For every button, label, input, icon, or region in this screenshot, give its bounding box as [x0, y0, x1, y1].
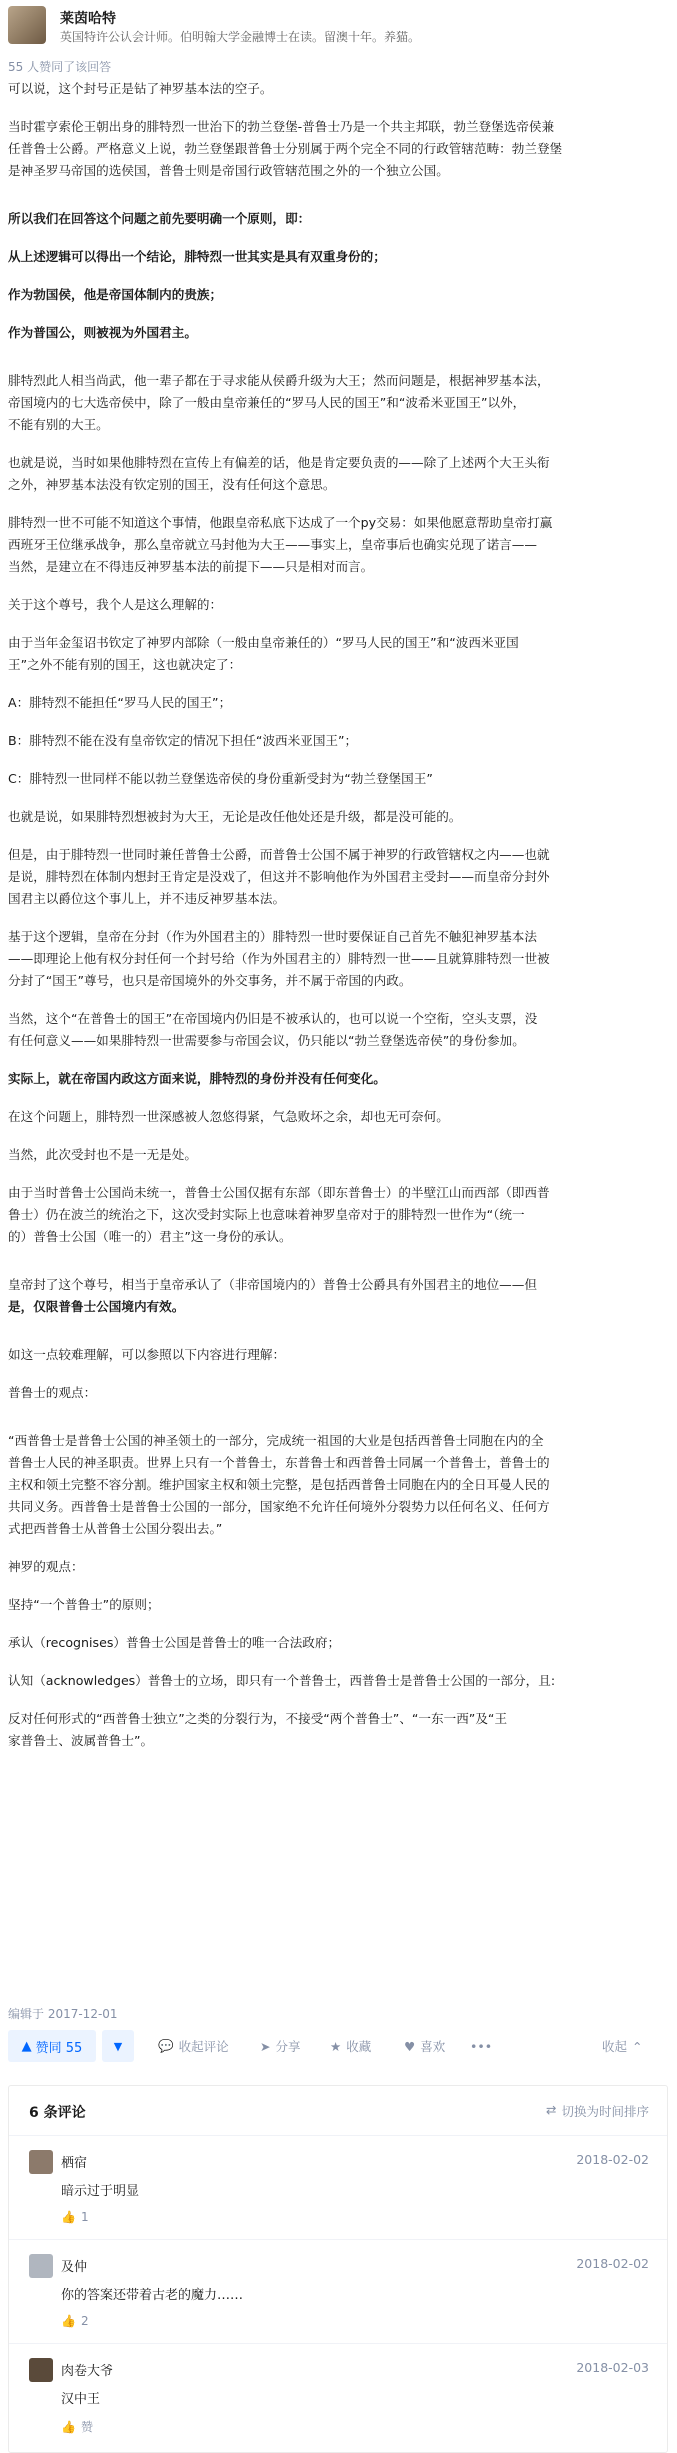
answer-line: 国君主以爵位这个事儿上，并不违反神罗基本法。 — [8, 891, 286, 906]
answer-line: 当然，是建立在不得违反神罗基本法的前提下——只是相对而言。 — [8, 559, 374, 574]
answer-line: 家普鲁士、波属普鲁士”。 — [8, 1733, 154, 1748]
comment-text: 汉中王 — [61, 2392, 101, 2407]
answer-line: 在这个问题上，腓特烈一世深感被人忽悠得紧，气急败坏之余，却也无可奈何。 — [8, 1109, 449, 1124]
comment-like-count: 2 — [80, 2314, 89, 2328]
action-bar — [8, 2030, 668, 2064]
vote-down-button[interactable] — [102, 2030, 134, 2062]
comment-item — [9, 2136, 667, 2240]
answer-line: “西普鲁士是普鲁士公国的神圣领土的一部分，完成统一祖国的大业是包括西普鲁士同胞在内的全 — [8, 1433, 544, 1448]
favorite-label: 收藏 — [346, 2039, 372, 2054]
answer-line: 腓特烈此人相当尚武，他一辈子都在于寻求能从侯爵升级为大王；然而问题是，根据神罗基本法， — [8, 373, 550, 388]
triangle-down-icon: ▼ — [113, 2039, 123, 2053]
heart-icon: ♥ — [404, 2038, 416, 2054]
answer-line: 帝国境内的七大选帝侯中，除了一般由皇帝兼任的“罗马人民的国王”和“波希米亚国王”以外， — [8, 395, 526, 410]
answer-line: B：腓特烈不能在没有皇帝钦定的情况下担任“波西米亚国王”； — [8, 733, 358, 748]
collapse-comments-label: 收起评论 — [178, 2039, 229, 2054]
answer-line: 如这一点较难理解，可以参照以下内容进行理解： — [8, 1347, 286, 1362]
author-name[interactable]: 莱茵哈特 — [60, 11, 116, 27]
commenter-name[interactable]: 及仲 — [61, 2260, 88, 2275]
answer-line: 当然，此次受封也不是一无是处。 — [8, 1147, 197, 1162]
answer-line: 的）普鲁士公国（唯一的）君主”这一身份的承认。 — [8, 1229, 292, 1244]
vote-up-button[interactable] — [8, 2030, 96, 2062]
collapse-label: 收起 — [602, 2039, 628, 2054]
comment-like-button[interactable] — [61, 2418, 93, 2435]
comment-text: 你的答案还带着古老的魔力…… — [61, 2288, 244, 2303]
sort-toggle-button[interactable] — [546, 2102, 649, 2120]
vote-up-label: 赞同 55 — [35, 2040, 83, 2056]
author-info — [8, 6, 668, 50]
commenter-name[interactable]: 栖宿 — [61, 2156, 88, 2171]
answer-line: 当时霍亨索伦王朝出身的腓特烈一世治下的勃兰登堡-普鲁士乃是一个共主邦联，勃兰登堡选帝侯兼 — [8, 119, 555, 134]
answer-line: 可以说，这个封号正是钻了神罗基本法的空子。 — [8, 81, 273, 96]
comments-header — [9, 2086, 667, 2136]
answer-line: 王”之外不能有别的国王，这也就决定了： — [8, 657, 242, 672]
like-label: 喜欢 — [420, 2039, 446, 2054]
answer-line: 式把西普鲁士从普鲁士公国分裂出去。” — [8, 1521, 223, 1536]
answer-line: 是神圣罗马帝国的选侯国，普鲁士则是帝国行政管辖范围之外的一个独立公国。 — [8, 163, 449, 178]
author-bio: 英国特许公认会计师。伯明翰大学金融博士在读。留澳十年。养猫。 — [60, 30, 421, 44]
thumbs-up-icon: 👍 — [61, 2419, 76, 2434]
answer-line: 不能有别的大王。 — [8, 417, 109, 432]
comment-item — [9, 2344, 667, 2448]
comment-like-count: 赞 — [80, 2420, 93, 2434]
more-icon: ••• — [470, 2038, 493, 2054]
answer-line: 普鲁士的观点： — [8, 1385, 97, 1400]
answer-line: 之外，神罗基本法没有钦定别的国王，没有任何这个意思。 — [8, 477, 336, 492]
share-label: 分享 — [275, 2039, 301, 2054]
comment-item — [9, 2240, 667, 2344]
answer-line: A：腓特烈不能担任“罗马人民的国王”； — [8, 695, 232, 710]
answer-line: 从上述逻辑可以得出一个结论，腓特烈一世其实是具有双重身份的； — [8, 249, 386, 264]
answer-line: 西班牙王位继承战争，那么皇帝就立马封他为大王——事实上，皇帝事后也确实兑现了诺言—— — [8, 537, 537, 552]
avatar[interactable] — [29, 2150, 53, 2174]
avatar[interactable] — [8, 6, 46, 44]
favorite-button[interactable] — [330, 2030, 371, 2062]
answer-line: 认知（acknowledges）普鲁士的立场，即只有一个普鲁士，西普鲁士是普鲁士公国的一部分，且: — [8, 1673, 556, 1688]
star-icon: ★ — [330, 2038, 342, 2054]
answer-line: 主权和领土完整不容分割。维护国家主权和领土完整，是包括西普鲁士同胞在内的全日耳曼人民的 — [8, 1477, 550, 1492]
answer-line: 当然，这个“在普鲁士的国王”在帝国境内仍旧是不被承认的，也可以说一个空衔，空头支票，没 — [8, 1011, 538, 1026]
avatar[interactable] — [29, 2254, 53, 2278]
answer-line: 有任何意义——如果腓特烈一世需要参与帝国会议，仍只能以“勃兰登堡选帝侯”的身份参加。 — [8, 1033, 525, 1048]
answer-line: 坚持“一个普鲁士”的原则； — [8, 1597, 160, 1612]
comment-like-button[interactable] — [61, 2314, 89, 2328]
answer-line: 是，仅限普鲁士公国境内有效。 — [8, 1299, 185, 1314]
answer-line: 普鲁士人民的神圣职责。世界上只有一个普鲁士，东普鲁士和西普鲁士同属一个普鲁士，普鲁士的 — [8, 1455, 550, 1470]
answer-line: 共同义务。西普鲁士是普鲁士公国的一部分，国家绝不允许任何境外分裂势力以任何名义、任何方 — [8, 1499, 550, 1514]
answer-line: 实际上，就在帝国内政这方面来说，腓特烈的身份并没有任何变化。 — [8, 1071, 386, 1086]
commenter-name[interactable]: 肉卷大爷 — [61, 2364, 114, 2379]
answer-line: 任普鲁士公爵。严格意义上说，勃兰登堡跟普鲁士分别属于两个完全不同的行政管辖范畴：勃兰登堡 — [8, 141, 563, 156]
answer-line: 反对任何形式的“西普鲁士独立”之类的分裂行为，不接受“两个普鲁士”、“一东一西”及“王 — [8, 1711, 508, 1726]
comment-date: 2018-02-03 — [576, 2360, 649, 2375]
answer-line: 承认（recognises）普鲁士公国是普鲁士的唯一合法政府； — [8, 1635, 341, 1650]
thumbs-up-icon: 👍 — [61, 2314, 76, 2328]
answer-line: C：腓特烈一世同样不能以勃兰登堡选帝侯的身份重新受封为“勃兰登堡国王” — [8, 771, 433, 786]
answer-line: 基于这个逻辑，皇帝在分封（作为外国君主的）腓特烈一世时要保证自己首先不触犯神罗基本法 — [8, 929, 537, 944]
comment-text: 暗示过于明显 — [61, 2184, 140, 2199]
share-icon: ➤ — [260, 2038, 271, 2054]
answer-line: 也就是说，如果腓特烈想被封为大王，无论是改任他处还是升级，都是没可能的。 — [8, 809, 462, 824]
answer-line: 神罗的观点： — [8, 1559, 84, 1574]
switch-icon: ⇄ — [546, 2102, 557, 2117]
answer-line: 所以我们在回答这个问题之前先要明确一个原则，即： — [8, 211, 311, 226]
comments-panel — [8, 2085, 668, 2453]
answer-line: 也就是说，当时如果他腓特烈在宣传上有偏差的话，他是肯定要负责的——除了上述两个大王头衔 — [8, 455, 550, 470]
answer-line: 是说，腓特烈在体制内想封王肯定是没戏了，但这并不影响他作为外国君主受封——而皇帝分封外 — [8, 869, 550, 884]
answer-line: 鲁士）仍在波兰的统治之下，这次受封实际上也意味着神罗皇帝对于的腓特烈一世作为“（统一 — [8, 1207, 525, 1222]
share-button[interactable] — [260, 2030, 301, 2062]
triangle-up-icon: ▲ — [21, 2038, 32, 2054]
comment-date: 2018-02-02 — [576, 2256, 649, 2271]
sort-label: 切换为时间排序 — [561, 2104, 649, 2119]
answer-line: 皇帝封了这个尊号，相当于皇帝承认了（非帝国境内的）普鲁士公爵具有外国君主的地位——但 — [8, 1277, 537, 1292]
answer-line: 由于当年金玺诏书钦定了神罗内部除（一般由皇帝兼任的）“罗马人民的国王”和“波西米亚国 — [8, 635, 519, 650]
more-button[interactable] — [470, 2030, 492, 2062]
collapse-button[interactable] — [602, 2030, 643, 2062]
chevron-up-icon: ⌃ — [632, 2038, 643, 2054]
answer-line: 但是，由于腓特烈一世同时兼任普鲁士公爵，而普鲁士公国不属于神罗的行政管辖权之内——也就 — [8, 847, 550, 862]
vote-count-info[interactable]: 55 人赞同了该回答 — [8, 60, 112, 74]
thumbs-up-icon: 👍 — [61, 2210, 76, 2224]
answer-line: 作为勃国侯，他是帝国体制内的贵族； — [8, 287, 223, 302]
answer-line: 腓特烈一世不可能不知道这个事情，他跟皇帝私底下达成了一个py交易：如果他愿意帮助皇帝打赢 — [8, 515, 553, 530]
edit-date[interactable]: 编辑于 2017-12-01 — [8, 2007, 118, 2021]
answer-line: 作为普国公，则被视为外国君主。 — [8, 325, 197, 340]
answer-line: ——即理论上他有权分封任何一个封号给（作为外国君主的）腓特烈一世——且就算腓特烈一世被 — [8, 951, 550, 966]
collapse-comments-button[interactable] — [158, 2030, 229, 2062]
answer-line: 分封了“国王”尊号，也只是帝国境外的外交事务，并不属于帝国的内政。 — [8, 973, 412, 988]
like-button[interactable] — [404, 2030, 445, 2062]
comment-count: 6 条评论 — [29, 2105, 86, 2121]
avatar[interactable] — [29, 2358, 53, 2382]
comment-date: 2018-02-02 — [576, 2152, 649, 2167]
comment-like-count: 1 — [80, 2210, 89, 2224]
answer-line: 关于这个尊号，我个人是这么理解的： — [8, 597, 223, 612]
comment-icon: 💬 — [158, 2038, 174, 2053]
answer-line: 由于当时普鲁士公国尚未统一，普鲁士公国仅据有东部（即东普鲁士）的半壁江山而西部（即西普 — [8, 1185, 550, 1200]
comment-like-button[interactable] — [61, 2210, 89, 2224]
